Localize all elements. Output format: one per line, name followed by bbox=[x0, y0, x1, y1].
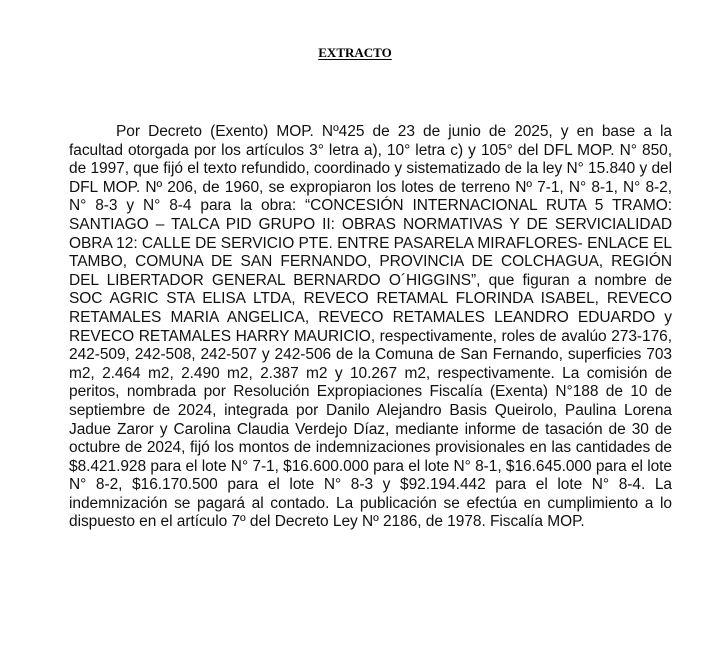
document-title bbox=[0, 45, 710, 61]
document-body-paragraph: Por Decreto (Exento) MOP. Nº425 de 23 de junio de 2025, y en base a la facultad otorgada por los artículos 3° letra a), 10° letra c) y 105° del DFL MOP. N° 850, de 1997, que fijó el texto refundido, coordinado y sistematizado de la ley N° 15.840 y del DFL MOP. Nº 206, de 1960, se expropiaron los lotes de terreno Nº 7-1, N° 8-1, N° 8-2, N° 8-3 y N° 8-4 para la obra: “CONCESIÓN INTERNACIONAL RUTA 5 TRAMO: SANTIAGO – TALCA PID GRUPO II: OBRAS NORMATIVAS Y DE SERVICIALIDAD OBRA 12: CALLE DE SERVICIO PTE. ENTRE PASARELA MIRAFLORES- ENLACE EL TAMBO, COMUNA DE SAN FERNANDO, PROVINCIA DE COLCHAGUA, REGIÓN DEL LIBERTADOR GENERAL BERNARDO O´HIGGINS”, que figuran a nombre de SOC AGRIC STA ELISA LTDA, REVECO RETAMAL FLORINDA ISABEL, REVECO RETAMALES MARIA ANGELICA, REVECO RETAMALES LEANDRO EDUARDO y REVECO RETAMALES HARRY MAURICIO, respectivamente, roles de avalúo 273-176, 242-509, 242-508, 242-507 y 242-506 de la Comuna de San Fernando, superficies 703 m2, 2.464 m2, 2.490 m2, 2.387 m2 y 10.267 m2, respectivamente. La comisión de peritos, nombrada por Resolución Expropiaciones Fiscalía (Exenta) N°188 de 10 de septiembre de 2024, integrada por Danilo Alejandro Basis Queirolo, Paulina Lorena Jadue Zaror y Carolina Claudia Verdejo Díaz, mediante informe de tasación de 30 de octubre de 2024, fijó los montos de indemnizaciones provisionales en las cantidades de $8.421.928 para el lote N° 7-1, $16.600.000 para el lote N° 8-1, $16.645.000 para el lote N° 8-2, $16.170.500 para el lote N° 8-3 y $92.194.442 para el lote N° 8-4. La indemnización se pagará al contado. La publicación se efectúa en cumplimiento a lo dispuesto en el artículo 7º del Decreto Ley Nº 2186, de 1978. Fiscalía MOP. bbox=[69, 123, 672, 531]
document-title-text: EXTRACTO bbox=[318, 45, 392, 60]
